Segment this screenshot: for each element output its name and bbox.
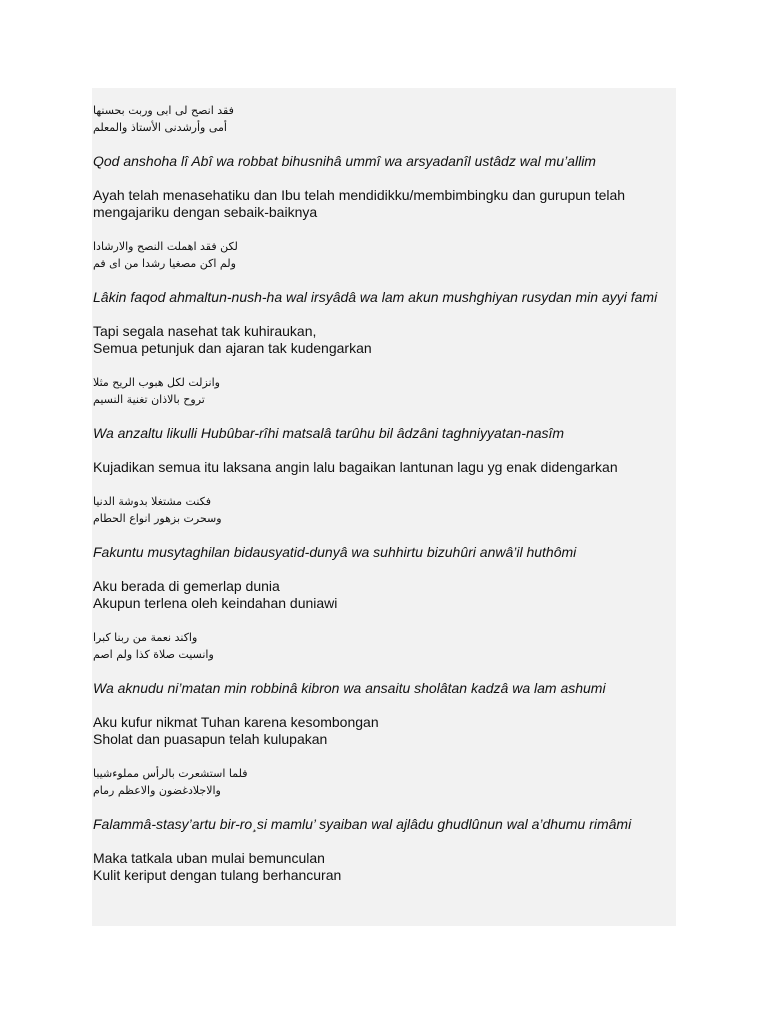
transliteration: Qod anshoha lî Abî wa robbat bihusnihâ ummî wa arsyadanîl ustâdz wal mu’allim bbox=[93, 153, 596, 169]
arabic-line: وسحرت بزهور انواع الحطام bbox=[93, 512, 222, 525]
stanza-4 bbox=[93, 493, 675, 612]
translation: Ayah telah menasehatiku dan Ibu telah mendidikku/membimbingku dan gurupun telah mengajariku dengan sebaik-baiknya bbox=[93, 187, 626, 220]
arabic-verse bbox=[93, 238, 675, 272]
arabic-verse bbox=[93, 374, 675, 408]
translation: Aku kufur nikmat Tuhan karena kesombongan Sholat dan puasapun telah kulupakan bbox=[93, 714, 379, 747]
stanza-1 bbox=[93, 102, 675, 221]
translation: Maka tatkala uban mulai bemunculan Kulit keriput dengan tulang berhancuran bbox=[93, 850, 342, 883]
transliteration: Falammâ-stasy’artu bir-ro¸si mamlu’ syaiban wal ajlâdu ghudlûnun wal a’dhumu rimâmi bbox=[93, 816, 632, 832]
arabic-line: فكنت مشتغلا بدوشة الدنيا bbox=[93, 495, 212, 508]
translation: Kujadikan semua itu laksana angin lalu bagaikan lantunan lagu yg enak didengarkan bbox=[93, 459, 618, 475]
stanza-5 bbox=[93, 629, 675, 748]
document-page bbox=[92, 88, 676, 926]
translation: Tapi segala nasehat tak kuhiraukan, Semua petunjuk dan ajaran tak kudengarkan bbox=[93, 323, 372, 356]
arabic-verse bbox=[93, 765, 675, 799]
translation: Aku berada di gemerlap dunia Akupun terlena oleh keindahan duniawi bbox=[93, 578, 338, 611]
arabic-line: فقد انصح لى ابى وربت بحسنها bbox=[93, 104, 234, 117]
stanza-6 bbox=[93, 765, 675, 884]
transliteration: Wa anzaltu likulli Hubûbar-rîhi matsalâ tarûhu bil âdzâni taghniyyatan-nasîm bbox=[93, 425, 565, 441]
arabic-line: تروح بالاذان تغنية النسيم bbox=[93, 393, 205, 406]
poem-content bbox=[93, 102, 675, 884]
arabic-line: وانزلت لكل هبوب الريح مثلا bbox=[93, 376, 220, 389]
arabic-line: وانسيت صلاة كذا ولم اصم bbox=[93, 648, 214, 661]
arabic-verse bbox=[93, 493, 675, 527]
arabic-verse bbox=[93, 629, 675, 663]
arabic-line: ولم اكن مصغيا رشدا من اى فم bbox=[93, 257, 236, 270]
stanza-3 bbox=[93, 374, 675, 476]
arabic-line: فلما استشعرت بالرأس مملوءشيبا bbox=[93, 767, 248, 780]
stanza-2 bbox=[93, 238, 675, 357]
arabic-line: لكن فقد اهملت النصح والارشادا bbox=[93, 240, 238, 253]
transliteration: Wa aknudu ni’matan min robbinâ kibron wa ansaitu sholâtan kadzâ wa lam ashumi bbox=[93, 680, 606, 696]
arabic-line: والاجلادغضون والاعظم رمام bbox=[93, 784, 221, 797]
transliteration: Lâkin faqod ahmaltun-nush-ha wal irsyâdâ wa lam akun mushghiyan rusydan min ayyi fami bbox=[93, 289, 658, 305]
transliteration: Fakuntu musytaghilan bidausyatid-dunyâ wa suhhirtu bizuhûri anwâ’il huthômi bbox=[93, 544, 577, 560]
arabic-verse bbox=[93, 102, 675, 136]
arabic-line: واكند نعمة من ربنا كبرا bbox=[93, 631, 198, 644]
arabic-line: أمى وأرشدنى الأستاذ والمعلم bbox=[93, 121, 227, 134]
